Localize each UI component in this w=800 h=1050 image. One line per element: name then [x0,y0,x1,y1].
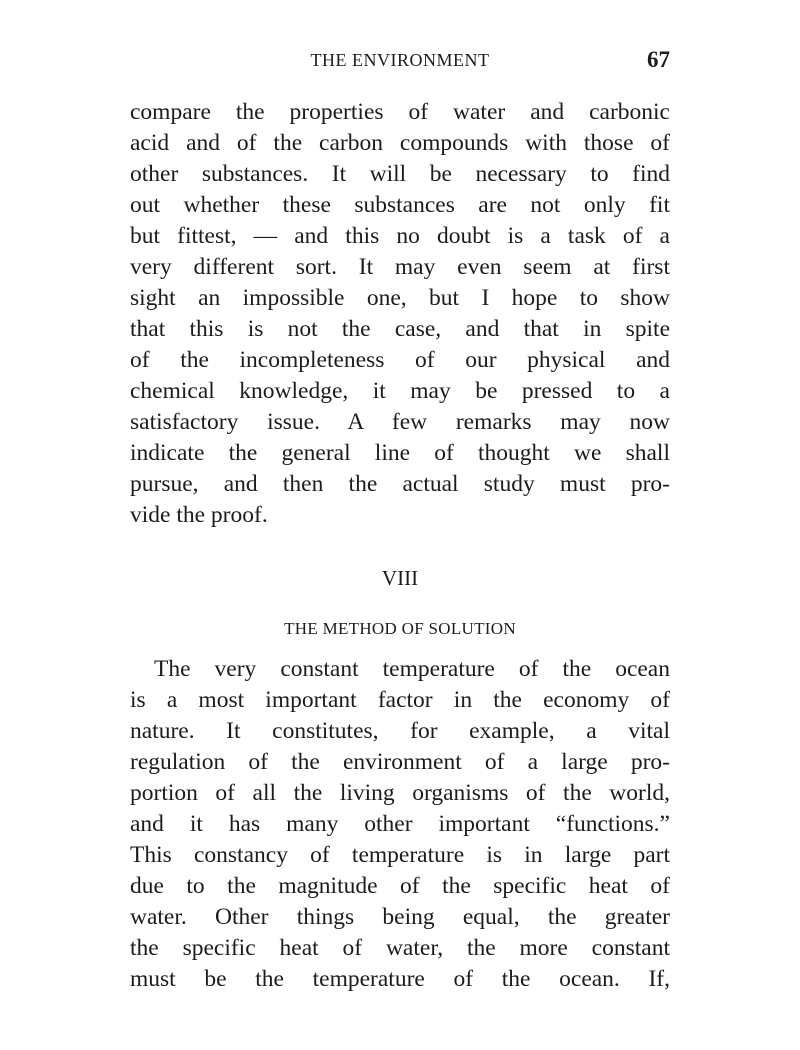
paragraph-continued [130,97,670,531]
text-line: portion of all the living organisms of the world, [130,780,670,806]
text-line: nature. It constitutes, for example, a vital [130,718,670,744]
section-title: THE METHOD OF SOLUTION [284,619,516,638]
text-line: regulation of the environment of a large pro- [130,749,670,775]
text-line: of the incompleteness of our physical and [130,347,670,373]
text-line: other substances. It will be necessary to find [130,161,670,187]
paragraph-section-start [130,654,670,995]
section-number: VIII [381,566,419,590]
text-line: must be the temperature of the ocean. If, [130,966,670,992]
text-line: water. Other things being equal, the greater [130,904,670,930]
text-line: that this is not the case, and that in spite [130,316,670,342]
text-line: the specific heat of water, the more constant [130,935,670,961]
text-line: pursue, and then the actual study must pro- [130,471,670,497]
text-line: and it has many other important “functions.” [130,811,670,837]
text-line: vide the proof. [130,502,268,528]
text-line: indicate the general line of thought we shall [130,440,670,466]
text-line: compare the properties of water and carbonic [130,99,670,125]
running-head [130,47,670,77]
text-line: but fittest, — and this no doubt is a task of a [130,223,670,249]
text-line: is a most important factor in the economy of [130,687,670,713]
text-line: chemical knowledge, it may be pressed to a [130,378,670,404]
text-line: This constancy of temperature is in large part [130,842,670,868]
text-line: out whether these substances are not only fit [130,192,670,218]
page-number: 67 [647,47,670,72]
text-line: sight an impossible one, but I hope to show [130,285,670,311]
running-title: THE ENVIRONMENT [310,50,490,70]
text-line: very different sort. It may even seem at first [130,254,670,280]
text-line: satisfactory issue. A few remarks may now [130,409,670,435]
text-line: The very constant temperature of the ocean [154,656,670,682]
text-line: acid and of the carbon compounds with those of [130,130,670,156]
text-line: due to the magnitude of the specific heat of [130,873,670,899]
